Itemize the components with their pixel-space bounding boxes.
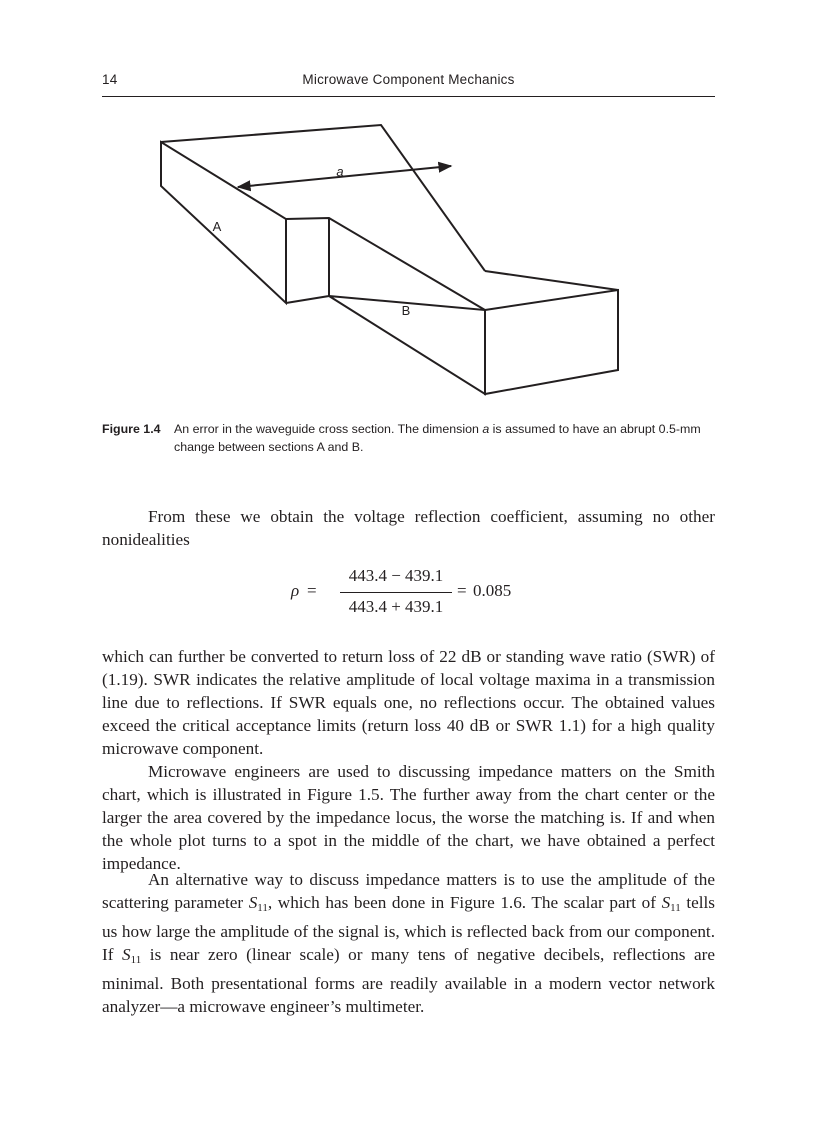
caption-label: Figure 1.4 — [102, 422, 161, 436]
page-number: 14 — [102, 72, 118, 87]
caption-text: An error in the waveguide cross section. The dimension a is assumed to have an abrupt 0.5-mm change between sections A and B. — [174, 422, 701, 454]
paragraph-scattering: An alternative way to discuss impedance matters is to use the amplitude of the scattering parameter $S_{11}$, which has been done in Figure 1.6. The scalar part of $S_{11}$ tells us how large the amplitude of the signal is, which is reflected back from our component. If $S_{11}$ is near zero (linear scale) or many tens of negative decibels, reflections are minimal. Both presentational forms are readily available in a modern vector network analyzer—a microwave engineer’s multimeter. — [102, 870, 716, 1016]
reflection-coefficient-equation — [102, 566, 715, 618]
step-edge — [286, 218, 485, 310]
paragraph-intro: From these we obtain the voltage reflection coefficient, assuming no other nonidealities — [102, 507, 715, 549]
section-a-label: A — [212, 219, 222, 234]
fraction-bar — [340, 592, 452, 593]
waveguide-cross-section-diagram — [150, 118, 670, 408]
waveguide-figure — [150, 118, 670, 408]
section-a-front-face — [161, 142, 286, 303]
paragraph-swr: which can further be converted to return loss of 22 dB or standing wave ratio (SWR) of (1.19). SWR indicates the relative amplitude of local voltage maxima in a transmission line due to reflections. If SWR equals one, no reflections occur. The obtained values exceed the critical acceptance limits (return loss 40 dB or SWR 1.1) for a high quality microwave component. — [102, 647, 715, 758]
eq-lhs: ρ — [291, 581, 300, 600]
eq-equals-2: = — [457, 581, 467, 600]
eq-denominator: 443.4 + 439.1 — [348, 597, 444, 616]
dimension-arrow — [238, 166, 451, 187]
running-header — [102, 72, 715, 97]
figure-caption — [102, 420, 715, 456]
section-b-end-face — [485, 290, 618, 394]
paragraph-smith-chart: Microwave engineers are used to discussing impedance matters on the Smith chart, which is illustrated in Figure 1.5. The further away from the chart center or the larger the area covered by the impedance locus, the worse the matching is. If and when the whole plot turns to a spot in the middle of the chart, we have obtained a perfect impedance. — [102, 762, 715, 873]
running-title: Microwave Component Mechanics — [302, 72, 515, 87]
eq-result: 0.085 — [473, 581, 512, 600]
end-top-edge — [381, 125, 618, 290]
top-face-outline — [161, 125, 485, 271]
eq-numerator: 443.4 − 439.1 — [348, 566, 444, 585]
slot-inner-edge — [286, 218, 329, 303]
dimension-label: a — [336, 164, 344, 179]
eq-equals: = — [307, 581, 317, 600]
section-b-label: B — [401, 303, 411, 318]
